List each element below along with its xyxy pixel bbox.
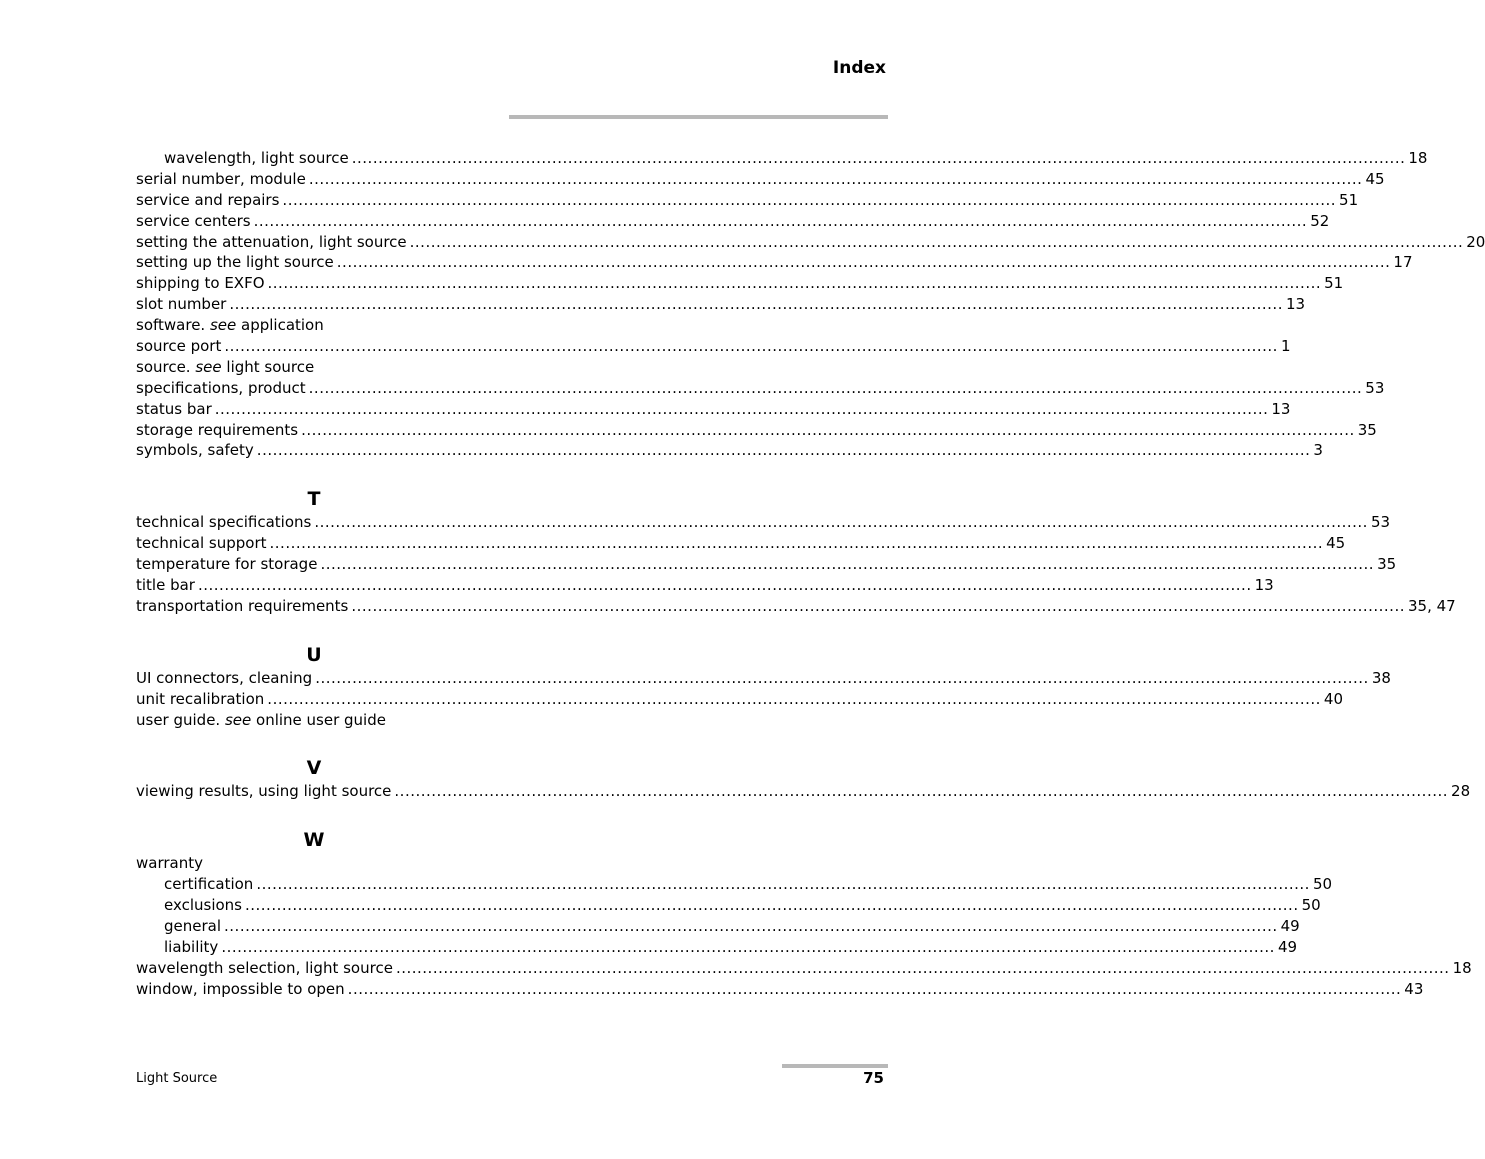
index-subentry	[136, 874, 1333, 895]
dot-leader: ........................................................................................................................................................................................................	[267, 689, 1321, 708]
index-entry	[136, 357, 492, 378]
page-reference: 45	[1365, 169, 1385, 188]
dot-leader: ........................................................................................................................................................................................................	[256, 441, 1311, 460]
index-term: unit recalibration	[136, 689, 265, 708]
index-section-s	[136, 148, 1485, 461]
index-entry	[136, 190, 1359, 211]
index-entry	[136, 252, 1413, 273]
page-reference: 45	[1326, 534, 1346, 553]
page-reference: 18	[1452, 958, 1472, 977]
page-reference: 35	[1377, 555, 1397, 574]
index-subentry	[136, 895, 1321, 916]
page-reference: 17	[1393, 253, 1413, 272]
page-reference: 52	[1310, 211, 1330, 230]
dot-leader: ........................................................................................................................................................................................................	[314, 513, 1368, 532]
index-term: viewing results, using light source	[136, 782, 392, 801]
index-entry	[136, 958, 1472, 979]
section-letter: W	[303, 829, 325, 852]
index-term: UI connectors, cleaning	[136, 668, 313, 687]
index-term: source. see light source	[136, 357, 315, 376]
page-reference: 13	[1271, 399, 1291, 418]
index-section-u	[136, 642, 1391, 731]
page-reference: 50	[1301, 896, 1321, 915]
index-term: liability	[164, 937, 219, 956]
index-term: specifications, product	[136, 378, 306, 397]
index-section-t	[136, 486, 1456, 616]
see-reference: see	[224, 710, 252, 729]
dot-leader: ........................................................................................................................................................................................................	[267, 274, 1322, 293]
index-entry	[136, 689, 1344, 710]
index-entry	[136, 315, 492, 336]
page-number: 75	[863, 1069, 884, 1087]
index-entry	[136, 378, 1385, 399]
page-reference: 20	[1466, 232, 1485, 251]
dot-leader: ........................................................................................................................................................................................................	[282, 190, 1337, 209]
dot-leader: ........................................................................................................................................................................................................	[351, 149, 1406, 167]
page-reference: 40	[1323, 689, 1344, 708]
index-term: user guide. see online user guide	[136, 710, 386, 729]
index-entry	[136, 575, 1274, 596]
page-reference: 51	[1339, 190, 1359, 209]
see-reference: see	[195, 357, 222, 376]
index-entry	[136, 596, 1456, 617]
index-entry	[136, 853, 492, 874]
index-term: wavelength, light source	[164, 149, 349, 167]
index-term: software. see application	[136, 316, 324, 335]
section-letter: T	[307, 488, 321, 511]
index-term: storage requirements	[136, 420, 299, 439]
section-letter: U	[306, 643, 322, 666]
index-term: service centers	[136, 211, 251, 230]
index-entry	[136, 781, 1471, 802]
index-entry	[136, 710, 492, 731]
index-column	[136, 148, 1485, 1000]
index-term: service and repairs	[136, 190, 280, 209]
index-entry	[136, 420, 1377, 441]
index-entry	[136, 336, 1291, 357]
page-reference: 13	[1254, 576, 1274, 595]
page-reference: 35, 47	[1408, 596, 1456, 615]
dot-leader: ........................................................................................................................................................................................................	[395, 958, 1450, 977]
dot-leader: ........................................................................................................................................................................................................	[308, 169, 1363, 188]
index-term: technical specifications	[136, 513, 312, 532]
index-term: transportation requirements	[136, 596, 349, 615]
dot-leader: ........................................................................................................................................................................................................	[301, 420, 1355, 439]
index-term: general	[164, 917, 222, 936]
page-reference: 1	[1280, 337, 1291, 356]
footer-rule	[782, 1064, 888, 1068]
dot-leader: ........................................................................................................................................................................................................	[253, 211, 1308, 230]
dot-leader: ........................................................................................................................................................................................................	[224, 917, 1278, 936]
index-term: technical support	[136, 534, 267, 553]
page-reference: 13	[1285, 295, 1306, 314]
dot-leader: ........................................................................................................................................................................................................	[214, 399, 1269, 418]
index-entry	[136, 169, 1385, 190]
index-term: exclusions	[164, 896, 242, 915]
dot-leader: ........................................................................................................................................................................................................	[409, 232, 1464, 251]
header-rule	[509, 115, 888, 119]
dot-leader: ........................................................................................................................................................................................................	[347, 979, 1402, 998]
page-reference: 53	[1365, 378, 1385, 397]
page-reference: 18	[1408, 149, 1428, 167]
index-term: serial number, module	[136, 169, 306, 188]
index-term: setting up the light source	[136, 253, 334, 272]
running-header-title: Index	[832, 58, 886, 78]
page-reference: 50	[1312, 875, 1333, 894]
index-entry	[136, 533, 1346, 554]
dot-leader: ........................................................................................................................................................................................................	[351, 596, 1405, 615]
dot-leader: ........................................................................................................................................................................................................	[256, 875, 1310, 894]
dot-leader: ........................................................................................................................................................................................................	[315, 668, 1369, 687]
index-term: slot number	[136, 295, 227, 314]
section-letter: V	[306, 757, 322, 780]
index-term: shipping to EXFO	[136, 274, 265, 293]
index-entry	[136, 554, 1397, 575]
index-entry	[136, 211, 1330, 232]
index-term: title bar	[136, 576, 195, 595]
index-term: warranty	[136, 854, 203, 873]
index-section-w	[136, 827, 1472, 999]
index-entry	[136, 232, 1485, 253]
index-entry	[136, 399, 1291, 420]
dot-leader: ........................................................................................................................................................................................................	[308, 378, 1363, 397]
index-term: window, impossible to open	[136, 979, 345, 998]
index-entry	[136, 273, 1344, 294]
page-reference: 28	[1451, 782, 1471, 801]
index-subentry	[136, 937, 1298, 958]
index-entry	[136, 512, 1391, 533]
see-reference: see	[209, 316, 237, 335]
page-reference: 3	[1313, 441, 1323, 460]
index-term: source port	[136, 337, 222, 356]
footer-doc-title: Light Source	[136, 1071, 218, 1086]
dot-leader: ........................................................................................................................................................................................................	[221, 937, 1275, 956]
dot-leader: ........................................................................................................................................................................................................	[197, 576, 1252, 595]
dot-leader: ........................................................................................................................................................................................................	[320, 555, 1375, 574]
index-entry	[136, 979, 1424, 1000]
index-term: status bar	[136, 399, 212, 418]
dot-leader: ........................................................................................................................................................................................................	[336, 253, 1391, 272]
index-entry	[136, 440, 1323, 461]
index-section-v	[136, 755, 1471, 802]
page-reference: 43	[1404, 979, 1424, 998]
page-reference: 35	[1357, 420, 1377, 439]
dot-leader: ........................................................................................................................................................................................................	[244, 896, 1299, 915]
dot-leader: ........................................................................................................................................................................................................	[394, 782, 1449, 801]
dot-leader: ........................................................................................................................................................................................................	[269, 534, 1324, 553]
dot-leader: ........................................................................................................................................................................................................	[229, 295, 1283, 314]
index-term: certification	[164, 875, 254, 894]
index-subentry	[136, 148, 1428, 169]
page-reference: 49	[1280, 917, 1300, 936]
dot-leader: ........................................................................................................................................................................................................	[224, 337, 1278, 356]
index-term: wavelength selection, light source	[136, 958, 393, 977]
index-term: symbols, safety	[136, 441, 254, 460]
page-reference: 51	[1324, 274, 1344, 293]
index-entry	[136, 294, 1306, 315]
index-term: setting the attenuation, light source	[136, 232, 407, 251]
index-subentry	[136, 916, 1300, 937]
page-reference: 38	[1371, 668, 1391, 687]
page-reference: 53	[1370, 513, 1391, 532]
index-entry	[136, 668, 1391, 689]
index-term: temperature for storage	[136, 555, 318, 574]
page-reference: 49	[1277, 937, 1298, 956]
